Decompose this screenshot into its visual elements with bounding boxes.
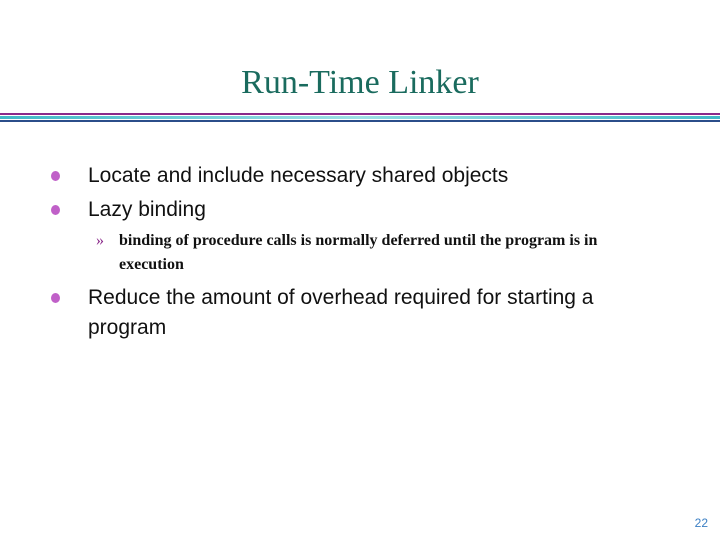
title-rule-bottom bbox=[0, 120, 720, 122]
bullet-text: Reduce the amount of overhead required for starting a program bbox=[88, 286, 594, 339]
title-rule-top bbox=[0, 113, 720, 115]
bullet-dot-icon bbox=[51, 293, 60, 303]
bullet-dot-icon bbox=[51, 171, 60, 181]
bullet-dot-icon bbox=[51, 205, 60, 215]
bullet-text: Lazy binding bbox=[88, 198, 206, 221]
page-number: 22 bbox=[694, 516, 708, 530]
slide-title: Run-Time Linker bbox=[241, 64, 479, 101]
sub-bullet-marker-icon: » bbox=[96, 232, 104, 249]
sub-bullet-text: binding of procedure calls is normally deferred until the program is in execution bbox=[119, 232, 598, 273]
title-rule-mid bbox=[0, 116, 720, 119]
bullet-text: Locate and include necessary shared objects bbox=[88, 164, 509, 187]
